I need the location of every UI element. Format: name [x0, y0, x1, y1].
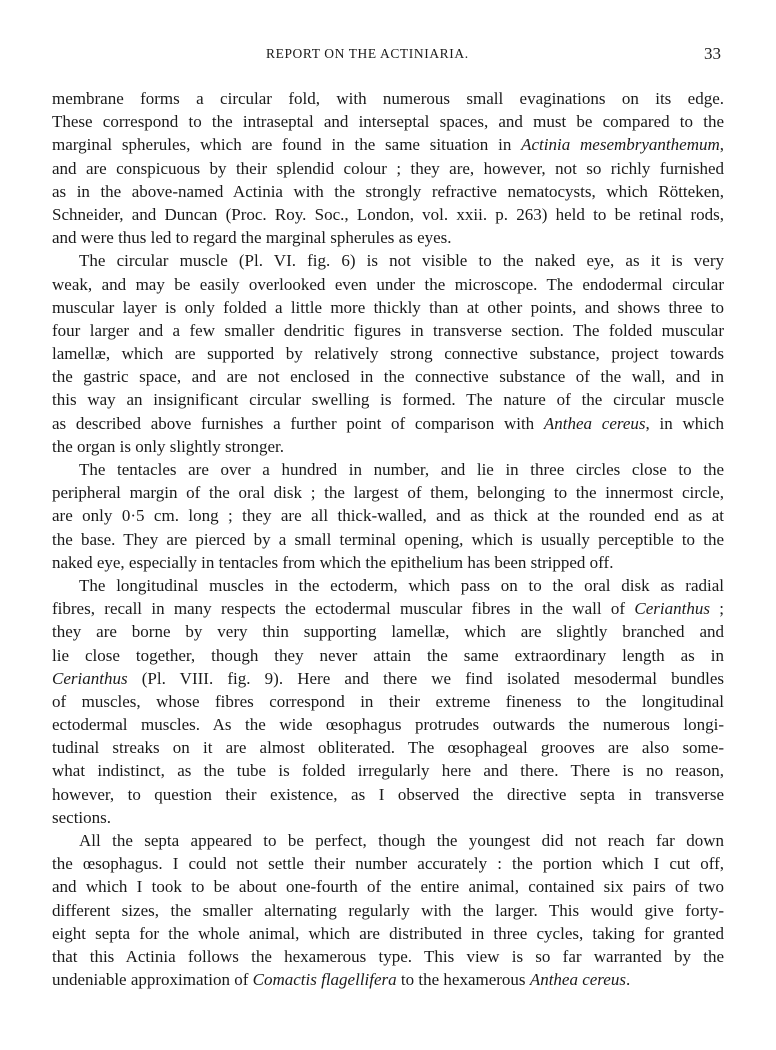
- text-line: that this Actinia follows the hexamerous type. This view is so far warranted by the: [52, 946, 724, 966]
- paragraph-4-longitudinal-muscles: [52, 574, 724, 829]
- text-line: what indistinct, as the tube is folded irregularly here and there. There is no reason,: [52, 761, 724, 781]
- text-line: however, to question their existence, as I observed the directive septa in transverse: [52, 784, 724, 804]
- text-line: membrane forms a circular fold, with numerous small evaginations on its edge.: [52, 89, 724, 108]
- text-line: sections.: [52, 807, 112, 827]
- text-line: as described above furnishes a further point of comparison with Anthea cereus, in which: [52, 413, 724, 433]
- text-line: The tentacles are over a hundred in number, and lie in three circles close to the: [79, 460, 724, 479]
- page-number: 33: [704, 44, 721, 63]
- text-line: peripheral margin of the oral disk ; the largest of them, belonging to the innermost circle,: [52, 483, 724, 503]
- text-line: These correspond to the intraseptal and interseptal spaces, and must be compared to the: [52, 112, 724, 132]
- text-line: The longitudinal muscles in the ectoderm, which pass on to the oral disk as radial: [79, 575, 724, 595]
- text-line: of muscles, whose fibres correspond in their extreme fineness to the longitudinal: [52, 691, 724, 711]
- text-line: different sizes, the smaller alternating regularly with the larger. This would give forty-: [52, 900, 724, 920]
- text-line: The circular muscle (Pl. VI. fig. 6) is not visible to the naked eye, as it is very: [79, 251, 724, 271]
- text-line: as in the above-named Actinia with the strongly refractive nematocysts, which Rötteken,: [52, 181, 724, 201]
- text-line: eight septa for the whole animal, which are distributed in three cycles, taking for granted: [52, 923, 724, 943]
- text-line: fibres, recall in many respects the ectodermal muscular fibres in the wall of Cerianthus ;: [52, 599, 724, 619]
- text-line: this way an insignificant circular swelling is formed. The nature of the circular muscle: [52, 390, 724, 410]
- text-line: the organ is only slightly stronger.: [52, 436, 285, 456]
- text-line: undeniable approximation of Comactis flagellifera to the hexamerous Anthea cereus.: [52, 970, 631, 990]
- text-line: the gastric space, and are not enclosed in the connective substance of the wall, and in: [52, 367, 724, 387]
- text-line: four larger and a few smaller dendritic figures in transverse section. The folded muscular: [52, 320, 724, 340]
- text-line: weak, and may be easily overlooked even under the microscope. The endodermal circular: [52, 274, 724, 294]
- running-title: REPORT ON THE ACTINIARIA.: [266, 46, 469, 61]
- text-line: lamellæ, which are supported by relatively strong connective substance, project towards: [52, 344, 724, 364]
- paragraph-1-marginal-spherules: [52, 87, 724, 249]
- body-text: [52, 87, 724, 991]
- text-line: marginal spherules, which are found in the same situation in Actinia mesembryanthemum,: [52, 135, 725, 155]
- text-line: lie close together, though they never attain the same extraordinary length as in: [52, 645, 724, 665]
- text-line: muscular layer is only folded a little more thickly than at other points, and shows three to: [52, 297, 724, 317]
- text-line: Cerianthus (Pl. VIII. fig. 9). Here and there we find isolated mesodermal bundles: [52, 668, 724, 688]
- text-line: the œsophagus. I could not settle their number accurately : the portion which I cut off,: [52, 854, 724, 874]
- text-line: are only 0·5 cm. long ; they are all thick-walled, and as thick at the rounded end as at: [52, 506, 724, 526]
- text-line: they are borne by very thin supporting lamellæ, which are slightly branched and: [52, 622, 724, 642]
- text-line: naked eye, especially in tentacles from which the epithelium has been stripped off.: [52, 552, 614, 572]
- paragraph-5-septa: [52, 829, 724, 991]
- paragraph-3-tentacles: [52, 458, 724, 574]
- text-line: and are conspicuous by their splendid colour ; they are, however, not so richly furnished: [52, 158, 724, 178]
- paragraph-2-circular-muscle: [52, 249, 724, 458]
- text-line: the base. They are pierced by a small terminal opening, which is usually perceptible to the: [52, 529, 724, 549]
- text-line: All the septa appeared to be perfect, though the youngest did not reach far down: [79, 831, 724, 850]
- text-line: and which I took to be about one-fourth of the entire animal, contained six pairs of two: [52, 877, 724, 897]
- text-line: tudinal streaks on it are almost obliterated. The œsophageal grooves are also some-: [52, 738, 724, 758]
- page-header: [0, 46, 776, 70]
- text-line: ectodermal muscles. As the wide œsophagus protrudes outwards the numerous longi-: [52, 715, 724, 735]
- text-line: Schneider, and Duncan (Proc. Roy. Soc., London, vol. xxii. p. 263) held to be retinal rods,: [52, 204, 724, 224]
- text-line: and were thus led to regard the marginal spherules as eyes.: [52, 228, 452, 248]
